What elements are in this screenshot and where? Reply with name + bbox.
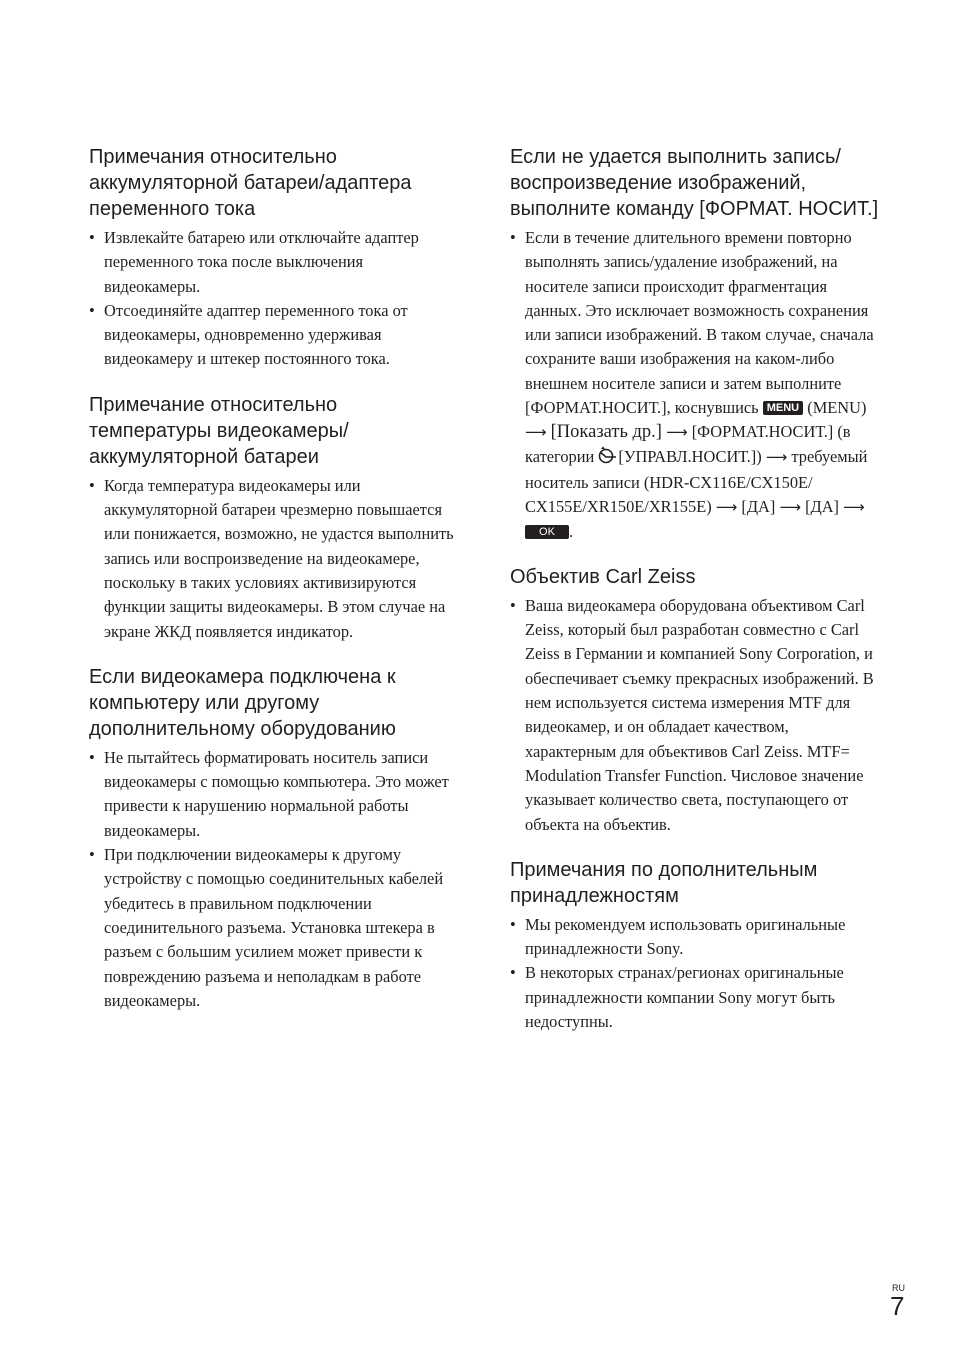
step-select-media: требуемый носитель записи (HDR-CX116E/CX150E/ CX155E/XR150E/XR155E): [525, 446, 868, 517]
format-intro-text: Если в течение длительного времени повторно выполнять запись/удаление изображений, на носителе записи происходит фрагментация данных. Это исключает возможность сохранения или записи изображений. В таком случае, сначала сохраните ваши изображения на каком-либо внешнем носителе записи и затем выполните [ФОРМАТ.НОСИТ.], коснувшись: [525, 228, 874, 418]
list-item: • Извлекайте батарею или отключайте адаптер переменного тока после выключения видеокамеры.: [89, 226, 461, 299]
temperature-list: [89, 474, 461, 644]
manage-media-category-icon: [598, 446, 618, 471]
right-column: [510, 144, 884, 1054]
step-yes-2: [ДА]: [805, 497, 840, 517]
step-format: [ФОРМАТ.НОСИТ.] (в категории: [525, 422, 851, 466]
arrow-right-icon: ⟶: [525, 423, 547, 442]
step-yes-1: [ДА]: [741, 497, 776, 517]
arrow-right-icon: ⟶: [715, 498, 738, 517]
arrow-right-icon: ⟶: [779, 498, 801, 517]
section-heading-computer-connection: Если видеокамера подключена к компьютеру или другому дополнительному оборудованию: [89, 665, 396, 740]
list-item: • Отсоединяйте адаптер переменного тока от видеокамеры, одновременно удерживая видеокамеру и штекер постоянного тока.: [89, 299, 461, 372]
arrow-right-icon: ⟶: [666, 423, 688, 442]
list-item: • При подключении видеокамеры к другому устройству с помощью соединительных кабелей убедитесь в правильном подключении соединительного разъема. Установка штекера в разъем с большим усилием может привести к повреждению разъема и неполадкам в работе видеокамеры.: [89, 843, 461, 1013]
section-heading-format-media: Если не удается выполнить запись/ воспроизведение изображений, выполните команду [ФОРМАТ. НОСИТ.]: [510, 146, 879, 220]
section-heading-accessories: Примечания по дополнительным принадлежностям: [510, 858, 818, 907]
list-item: • Не пытайтесь форматировать носитель записи видеокамеры с помощью компьютера. Это может привести к нарушению нормальной работы видеокамеры.: [89, 746, 461, 843]
step-show-other: [Показать др.]: [550, 422, 662, 443]
end-period: .: [569, 521, 574, 541]
list-item: • Когда температура видеокамеры или аккумуляторной батареи чрезмерно повышается или понижается, возможно, не удастся выполнить запись или воспроизведение на видеокамере, поскольку в таких условиях активизируются функции защиты видеокамеры. В этом случае на экране ЖКД появляется индикатор.: [89, 474, 461, 644]
page-number-value: 7: [890, 1291, 905, 1321]
arrow-right-icon: ⟶: [843, 498, 865, 517]
section-heading-temperature: Примечание относительно температуры видеокамеры/ аккумуляторной батареи: [89, 393, 349, 468]
list-item: • Мы рекомендуем использовать оригинальные принадлежности Sony.: [510, 913, 884, 962]
left-column: [89, 144, 461, 1033]
page-number: [888, 1283, 912, 1319]
arrow-right-icon: ⟶: [765, 447, 788, 466]
list-item: • В некоторых странах/регионах оригинальные принадлежности компании Sony могут быть недоступны.: [510, 961, 884, 1034]
step-manage-category: [УПРАВЛ.НОСИТ.]): [618, 446, 762, 466]
language-code: RU: [892, 1283, 905, 1293]
list-item: • Ваша видеокамера оборудована объективом Carl Zeiss, который был разработан совместно с Carl Zeiss в Германии и компанией Sony Corporation, и обеспечивает съемку прекрасных изображений. В нем используется система измерения MTF для видеокамер, и он обладает качеством, характерным для объективов Carl Zeiss. MTF= Modulation Transfer Function. Числовое значение указывает количество света, поступающего от объекта на объектив.: [510, 594, 884, 837]
battery-adapter-list: [89, 226, 461, 372]
computer-connection-list: [89, 746, 461, 1013]
carl-zeiss-list: [510, 594, 884, 837]
section-heading-battery-adapter: Примечания относительно аккумуляторной батареи/адаптера переменного тока: [89, 146, 412, 220]
accessories-list: [510, 913, 884, 1034]
section-heading-carl-zeiss: Объектив Carl Zeiss: [510, 565, 696, 588]
ok-button-icon: OK: [525, 525, 569, 539]
menu-text: (MENU): [807, 398, 867, 418]
menu-button-icon: MENU: [763, 401, 803, 415]
format-instruction-item: [510, 226, 884, 544]
format-media-list: [510, 226, 884, 544]
